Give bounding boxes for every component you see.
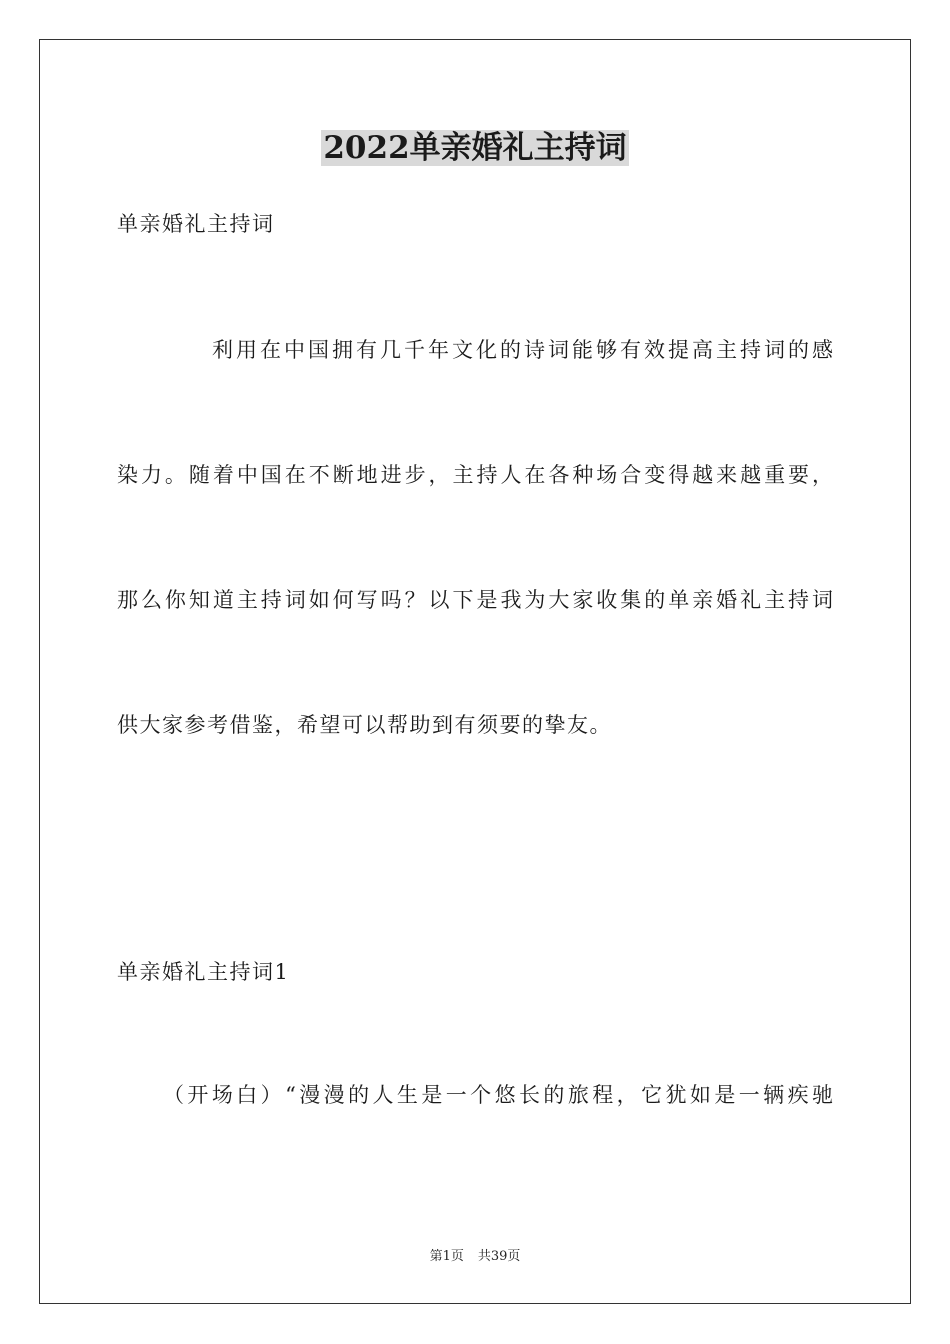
document-title-text: 2022单亲婚礼主持词: [323, 130, 627, 166]
section-heading: 单亲婚礼主持词1: [117, 960, 290, 984]
section-heading: 单亲婚礼主持词: [117, 212, 275, 236]
paragraph-line: 利用在中国拥有几千年文化的诗词能够有效提高主持词的感: [212, 338, 833, 362]
paragraph-line: 那么你知道主持词如何写吗？以下是我为大家收集的单亲婚礼主持词: [117, 588, 833, 612]
paragraph-line: （开场白）“漫漫的人生是一个悠长的旅程，它犹如是一辆疾驰: [163, 1083, 833, 1107]
paragraph-line: 染力。随着中国在不断地进步，主持人在各种场合变得越来越重要，: [117, 463, 833, 487]
page-footer: [0, 1248, 950, 1266]
page-number: 第1页: [429, 1249, 464, 1264]
paragraph-line: 供大家参考借鉴，希望可以帮助到有须要的挚友。: [117, 713, 612, 737]
page-total: 共39页: [477, 1249, 521, 1264]
document-title: [0, 128, 950, 168]
